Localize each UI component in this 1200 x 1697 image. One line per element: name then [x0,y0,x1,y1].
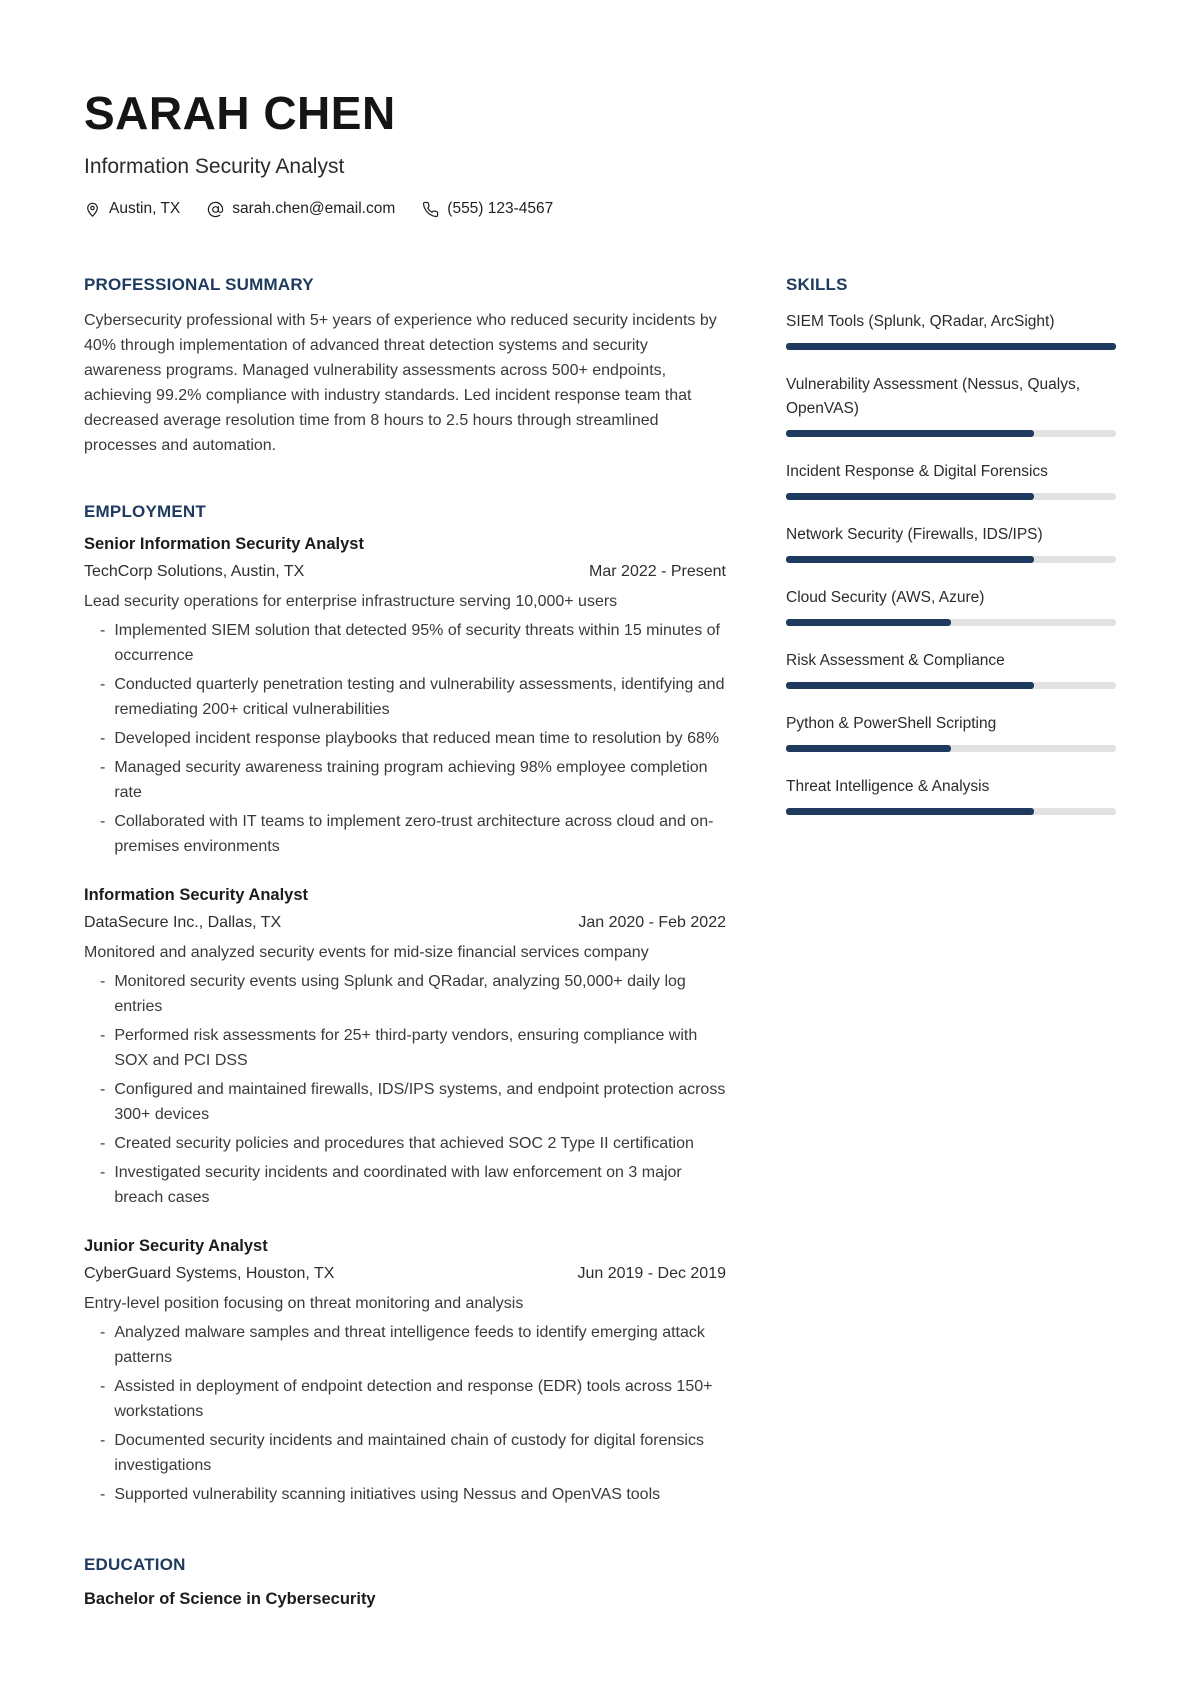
bullet-dash: - [100,622,106,639]
employment-heading: EMPLOYMENT [84,502,206,521]
bullet-dash: - [100,1432,106,1449]
skill-bar-track [786,808,1116,815]
education-degree: Bachelor of Science in Cybersecurity [84,1590,376,1608]
job-company: TechCorp Solutions, Austin, TX [84,563,305,580]
bullet-text: Monitored security events using Splunk and QRadar, analyzing 50,000+ daily log entries [114,973,686,1015]
contact-email-text: sarah.chen@email.com [232,200,396,217]
job-entry [84,886,726,1210]
bullet-text: Managed security awareness training program achieving 98% employee completion rate [114,759,708,801]
contact-location [84,200,180,218]
skill-bar-fill [786,430,1034,437]
bullet-text: Assisted in deployment of endpoint detection and response (EDR) tools across 150+ workstations [114,1378,713,1420]
location-pin-icon [84,201,101,218]
bullet-dash: - [100,1027,106,1044]
skill-bar-track [786,619,1116,626]
skill-label: Cloud Security (AWS, Azure) [786,589,985,606]
skill-item [786,649,1116,689]
job-company: DataSecure Inc., Dallas, TX [84,914,282,931]
bullet-item [84,755,726,805]
at-sign-icon [207,201,224,218]
bullet-dash: - [100,1486,106,1503]
job-company: CyberGuard Systems, Houston, TX [84,1265,335,1282]
bullet-dash: - [100,730,106,747]
bullet-text: Conducted quarterly penetration testing and vulnerability assessments, identifying and remediating 200+ critical vulnerabilities [114,676,725,718]
skill-bar-track [786,682,1116,689]
bullet-dash: - [100,1135,106,1152]
bullet-item [84,809,726,859]
skill-item [786,460,1116,500]
skill-label: Network Security (Firewalls, IDS/IPS) [786,526,1043,543]
skill-label: Risk Assessment & Compliance [786,652,1005,669]
bullet-text: Investigated security incidents and coordinated with law enforcement on 3 major breach cases [114,1164,682,1206]
skill-label: SIEM Tools (Splunk, QRadar, ArcSight) [786,313,1055,330]
person-title: Information Security Analyst [84,155,345,178]
bullet-item [84,1482,726,1507]
skills-column [786,275,1116,1609]
skill-bar-fill [786,619,951,626]
bullet-item [84,672,726,722]
bullet-item [84,1023,726,1073]
skill-bar-fill [786,343,1116,350]
skill-label: Incident Response & Digital Forensics [786,463,1048,480]
contact-phone [422,200,553,218]
education-section [84,1555,726,1609]
resume-header [84,86,1116,218]
skill-bar-track [786,430,1116,437]
bullet-item [84,1131,726,1156]
job-title: Information Security Analyst [84,886,309,904]
skill-item [786,310,1116,350]
job-title: Junior Security Analyst [84,1237,268,1255]
bullet-item [84,1077,726,1127]
bullet-text: Created security policies and procedures that achieved SOC 2 Type II certification [114,1135,694,1152]
job-dates: Mar 2022 - Present [589,563,726,580]
skill-item [786,712,1116,752]
employment-section [84,502,726,1507]
skill-bar-fill [786,556,1034,563]
skill-item [786,373,1116,437]
skills-list [786,310,1116,815]
job-title: Senior Information Security Analyst [84,535,364,553]
skill-label: Python & PowerShell Scripting [786,715,997,732]
skills-heading: SKILLS [786,275,848,294]
bullet-item [84,726,726,751]
skill-item [786,775,1116,815]
bullet-dash: - [100,813,106,830]
job-entry [84,1237,726,1507]
skill-item [786,523,1116,563]
job-summary: Entry-level position focusing on threat monitoring and analysis [84,1295,524,1312]
bullet-dash: - [100,1164,106,1181]
skill-label: Threat Intelligence & Analysis [786,778,990,795]
contact-location-text: Austin, TX [109,200,181,217]
bullet-dash: - [100,759,106,776]
bullet-dash: - [100,676,106,693]
bullet-text: Analyzed malware samples and threat intelligence feeds to identify emerging attack patterns [114,1324,705,1366]
education-heading: EDUCATION [84,1555,186,1574]
bullet-item [84,969,726,1019]
bullet-text: Documented security incidents and maintained chain of custody for digital forensics investigations [114,1432,704,1474]
skill-bar-fill [786,493,1034,500]
bullet-text: Performed risk assessments for 25+ third-party vendors, ensuring compliance with SOX and PCI DSS [114,1027,698,1069]
person-name: SARAH CHEN [84,87,396,139]
bullet-item [84,1374,726,1424]
contact-phone-text: (555) 123-4567 [447,200,554,217]
job-entry [84,535,726,859]
bullet-text: Developed incident response playbooks that reduced mean time to resolution by 68% [114,730,720,747]
bullet-item [84,1320,726,1370]
summary-section [84,275,726,458]
summary-text: Cybersecurity professional with 5+ years of experience who reduced security incidents by 40% through implementation of advanced threat detection systems and security awareness programs. Managed vulnerability assessments across 500+ endpoints, achieving 99.2% compliance with industry standards. Led incident response team that decreased average resolution time from 8 hours to 2.5 hours through streamlined processes and automation. [84,312,717,454]
skill-bar-fill [786,745,951,752]
skill-item [786,586,1116,626]
contact-row [84,200,1116,218]
bullet-dash: - [100,1081,106,1098]
bullet-item [84,1428,726,1478]
main-column [84,275,726,1609]
job-bullets [84,618,726,859]
skill-bar-track [786,745,1116,752]
bullet-text: Collaborated with IT teams to implement zero-trust architecture across cloud and on-premises environments [114,813,714,855]
job-summary: Lead security operations for enterprise infrastructure serving 10,000+ users [84,593,618,610]
bullet-dash: - [100,1324,106,1341]
skill-label: Vulnerability Assessment (Nessus, Qualys, OpenVAS) [786,376,1081,417]
bullet-item [84,1160,726,1210]
skill-bar-track [786,556,1116,563]
job-bullets [84,1320,726,1507]
bullet-dash: - [100,973,106,990]
summary-heading: PROFESSIONAL SUMMARY [84,275,314,294]
bullet-dash: - [100,1378,106,1395]
job-dates: Jun 2019 - Dec 2019 [577,1265,726,1282]
job-bullets [84,969,726,1210]
job-summary: Monitored and analyzed security events for mid-size financial services company [84,944,649,961]
bullet-text: Supported vulnerability scanning initiatives using Nessus and OpenVAS tools [114,1486,661,1503]
bullet-text: Configured and maintained firewalls, IDS/IPS systems, and endpoint protection across 300+ devices [114,1081,726,1123]
bullet-item [84,618,726,668]
phone-icon [422,201,439,218]
skill-bar-fill [786,682,1034,689]
job-dates: Jan 2020 - Feb 2022 [578,914,726,931]
skill-bar-track [786,493,1116,500]
bullet-text: Implemented SIEM solution that detected 95% of security threats within 15 minutes of occurrence [114,622,720,664]
skill-bar-track [786,343,1116,350]
contact-email [207,200,395,218]
skill-bar-fill [786,808,1034,815]
